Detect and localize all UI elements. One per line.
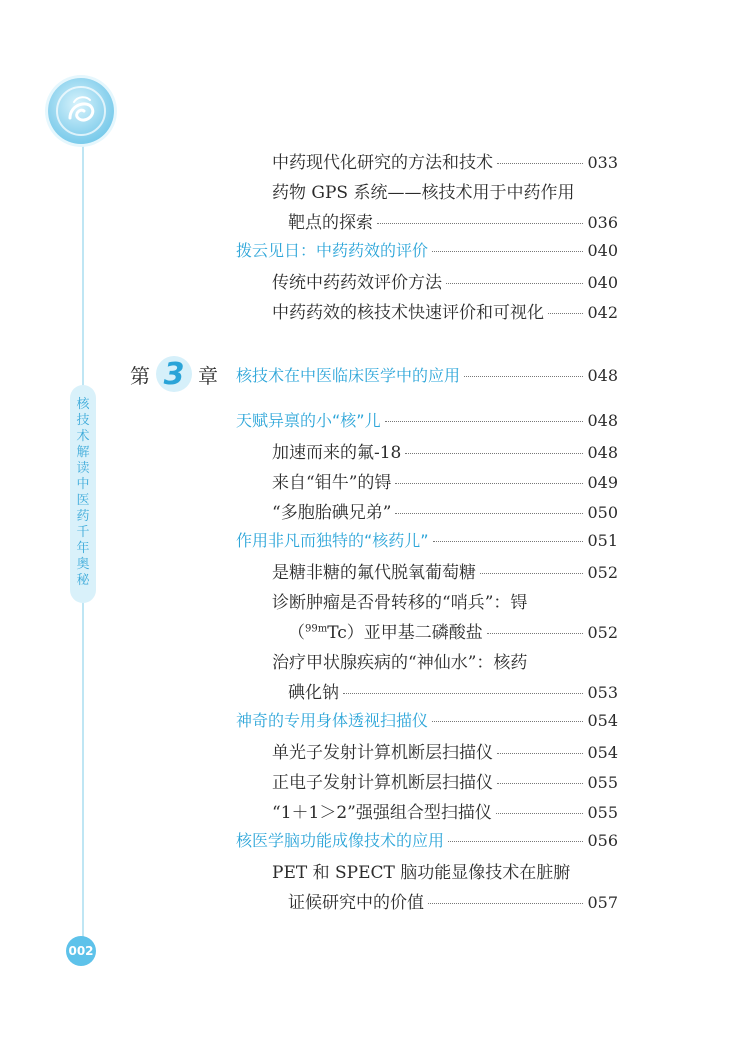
toc-entry-page: 036 [587,213,618,232]
leader-dots [395,513,583,514]
toc-entry-page: 051 [587,531,618,550]
toc-entry-title: 中药现代化研究的方法和技术 [272,153,493,173]
toc-entry-title: 诊断肿瘤是否骨转移的“哨兵”：锝 [272,593,528,613]
toc-entry-title: 单光子发射计算机断层扫描仪 [272,743,493,763]
toc-entry-title [288,618,483,643]
leader-dots [464,376,583,377]
toc-entry-title: “多胞胎碘兄弟” [272,503,392,523]
toc-section-title: 拨云见日：中药药效的评价 [236,241,429,260]
toc-entry-page: 050 [587,503,618,522]
toc-section-title: 天赋异禀的小“核”儿 [236,411,381,430]
toc-entry-page: 056 [587,831,618,850]
side-tab-char: 年 [76,541,90,556]
toc-entry-page: 055 [587,803,618,822]
toc-section[interactable] [236,528,618,552]
toc-entry[interactable] [272,268,618,292]
chapter-prefix: 第 [130,363,150,388]
toc-entry-page: 049 [587,473,618,492]
side-tab-char: 解 [76,445,90,460]
toc-entry-page: 033 [587,153,618,172]
toc-entry[interactable] [272,738,618,762]
toc-entry-page: 053 [587,683,618,702]
toc-entry-title: 碘化钠 [288,683,339,703]
toc-entry-title: 靶点的探索 [288,213,373,233]
toc-entry[interactable] [272,468,618,492]
toc-section-title: 核医学脑功能成像技术的应用 [236,831,445,850]
side-tab-char: 千 [76,525,90,540]
side-tab-char: 技 [76,413,90,428]
toc-entry[interactable] [288,678,618,702]
toc-entry-page: 052 [587,623,618,642]
paren-open: （ [288,623,305,643]
side-tab-char: 术 [76,429,90,444]
toc-entry-page: 057 [587,893,618,912]
leader-dots [343,693,583,694]
side-tab-char: 核 [76,397,90,412]
leader-dots [480,573,583,574]
toc-entry-title: 药物 GPS 系统——核技术用于中药作用 [272,183,575,203]
leader-dots [377,223,583,224]
side-tab-char: 奥 [76,557,90,572]
toc-entry[interactable] [272,858,618,882]
toc-entry[interactable] [272,588,618,612]
toc-entry-page: 054 [587,743,618,762]
toc-section-title: 作用非凡而独特的“核药儿” [236,531,429,550]
toc-entry[interactable] [272,768,618,792]
toc-entry-page: 040 [587,273,618,292]
toc-entry-page: 040 [587,241,618,260]
toc-section[interactable] [236,238,618,262]
page-number-badge: 002 [66,936,96,966]
toc-entry-title: 来自“钼牛”的锝 [272,473,392,493]
toc-entry-title: 治疗甲状腺疾病的“神仙水”：核药 [272,653,528,673]
leader-dots [497,753,583,754]
toc-chapter-entry[interactable] [236,363,618,387]
toc-entry[interactable] [272,648,618,672]
toc-entry[interactable] [288,208,618,232]
book-title-tab [70,385,96,603]
toc-section[interactable] [236,708,618,732]
chapter-number: 3 [156,356,192,392]
side-tab-char: 秘 [76,573,90,588]
toc-entry-title: 正电子发射计算机断层扫描仪 [272,773,493,793]
toc-entry-title: PET 和 SPECT 脑功能显像技术在脏腑 [272,863,571,883]
chapter-heading [130,356,218,392]
leader-dots [432,251,583,252]
leader-dots [448,841,583,842]
leader-dots [395,483,583,484]
isotope-superscript: 99m [305,623,328,635]
side-tab-char: 药 [76,509,90,524]
chapter-suffix: 章 [198,363,218,388]
toc-entry-title: 传统中药药效评价方法 [272,273,442,293]
toc-chapter-title: 核技术在中医临床医学中的应用 [236,366,461,385]
leader-dots [446,283,583,284]
toc-entry[interactable] [272,298,618,322]
leader-dots [496,813,584,814]
leader-dots [497,783,583,784]
leader-dots [428,903,583,904]
toc-entry[interactable] [288,618,618,642]
toc-entry-title: “1＋1＞2”强强组合型扫描仪 [272,803,492,823]
toc-entry-title: 中药药效的核技术快速评价和可视化 [272,303,544,323]
leader-dots [432,721,583,722]
toc-entry[interactable] [272,148,618,172]
leader-dots [497,163,583,164]
toc-entry[interactable] [272,178,618,202]
toc-entry[interactable] [272,558,618,582]
leader-dots [405,453,583,454]
side-tab-char: 中 [76,477,90,492]
leader-dots [487,633,584,634]
toc-entry-title-rest: Tc）亚甲基二磷酸盐 [327,623,483,643]
toc-entry-page: 055 [587,773,618,792]
toc-entry[interactable] [272,438,618,462]
toc-entry-title: 加速而来的氟-18 [272,443,402,463]
leader-dots [548,313,583,314]
toc-section-title: 神奇的专用身体透视扫描仪 [236,711,429,730]
toc-entry-page: 048 [587,443,618,462]
leader-dots [433,541,584,542]
side-tab-char: 读 [76,461,90,476]
toc-section[interactable] [236,828,618,852]
toc-entry[interactable] [288,888,618,912]
toc-entry-title: 证候研究中的价值 [288,893,424,913]
toc-entry-page: 048 [587,366,618,385]
leader-dots [385,421,584,422]
toc-entry[interactable] [272,498,618,522]
toc-entry-page: 048 [587,411,618,430]
toc-entry[interactable] [272,798,618,822]
toc-entry-title: 是糖非糖的氟代脱氧葡萄糖 [272,563,476,583]
toc-entry-page: 054 [587,711,618,730]
toc-entry-page: 052 [587,563,618,582]
toc-section[interactable] [236,408,618,432]
toc-entry-page: 042 [587,303,618,322]
side-tab-char: 医 [76,493,90,508]
logo-emblem-icon [48,78,114,144]
